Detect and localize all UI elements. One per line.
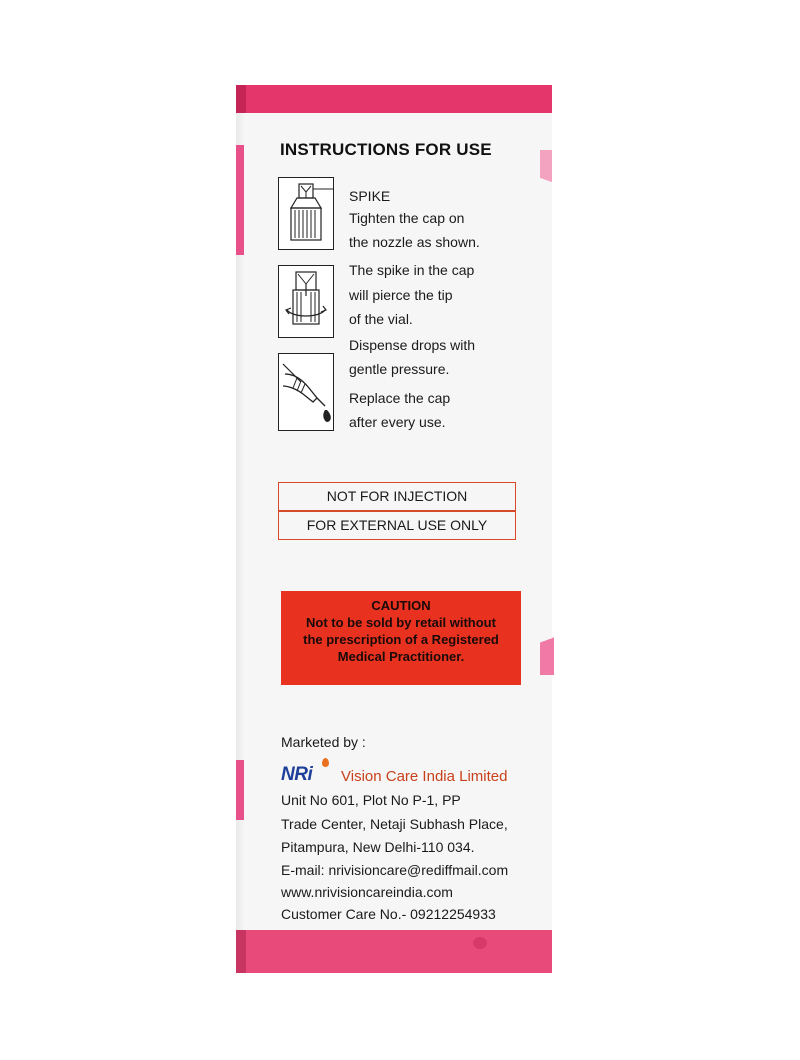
caution-line: the prescription of a Registered bbox=[303, 632, 499, 647]
bottom-pink-band bbox=[236, 930, 552, 973]
pink-dot-mark bbox=[473, 937, 487, 949]
instructions-title: INSTRUCTIONS FOR USE bbox=[280, 140, 492, 159]
email-line: E-mail: nrivisioncare@rediffmail.com bbox=[281, 862, 509, 878]
instruction-line: Tighten the cap on bbox=[349, 210, 465, 226]
caution-text bbox=[281, 614, 521, 665]
pink-edge-accent bbox=[540, 150, 552, 210]
company-name: Vision Care India Limited bbox=[341, 768, 508, 785]
instruction-line: SPIKE bbox=[349, 188, 391, 204]
customer-care-line: Customer Care No.- 09212254933 bbox=[281, 906, 496, 922]
side-pink-stripe bbox=[236, 145, 244, 255]
instruction-line: gentle pressure. bbox=[349, 361, 450, 377]
marketed-by-label: Marketed by : bbox=[281, 734, 366, 750]
top-band-fold bbox=[236, 85, 246, 113]
instruction-line: Dispense drops with bbox=[349, 337, 476, 353]
instruction-line: will pierce the tip bbox=[349, 287, 453, 303]
external-use-label: FOR EXTERNAL USE ONLY bbox=[306, 517, 488, 533]
spike-pierce-vial-icon bbox=[278, 265, 334, 338]
instruction-line: the nozzle as shown. bbox=[349, 234, 480, 250]
logo-drop-icon bbox=[322, 758, 329, 767]
pink-edge-accent bbox=[540, 605, 554, 675]
nri-logo: NRi bbox=[281, 764, 313, 785]
usage-warning-table bbox=[278, 482, 516, 540]
caution-line: Not to be sold by retail without bbox=[306, 615, 496, 630]
caution-box bbox=[281, 591, 521, 685]
instruction-line: after every use. bbox=[349, 414, 446, 430]
caution-title: CAUTION bbox=[371, 598, 431, 613]
side-pink-stripe bbox=[236, 760, 244, 820]
not-for-injection-label: NOT FOR INJECTION bbox=[326, 488, 468, 504]
instruction-line: Replace the cap bbox=[349, 390, 451, 406]
address-line: Unit No 601, Plot No P-1, PP bbox=[281, 792, 461, 808]
top-pink-band bbox=[236, 85, 552, 113]
instruction-line: The spike in the cap bbox=[349, 262, 475, 278]
dispense-drops-icon bbox=[278, 353, 334, 431]
bottom-band-fold bbox=[236, 930, 246, 973]
cap-on-nozzle-icon bbox=[278, 177, 334, 250]
caution-line: Medical Practitioner. bbox=[337, 649, 465, 664]
address-line: Trade Center, Netaji Subhash Place, bbox=[281, 816, 508, 832]
website-line: www.nrivisioncareindia.com bbox=[281, 884, 453, 900]
instruction-line: of the vial. bbox=[349, 311, 413, 327]
address-line: Pitampura, New Delhi-110 034. bbox=[281, 839, 475, 855]
warning-divider bbox=[279, 510, 515, 512]
